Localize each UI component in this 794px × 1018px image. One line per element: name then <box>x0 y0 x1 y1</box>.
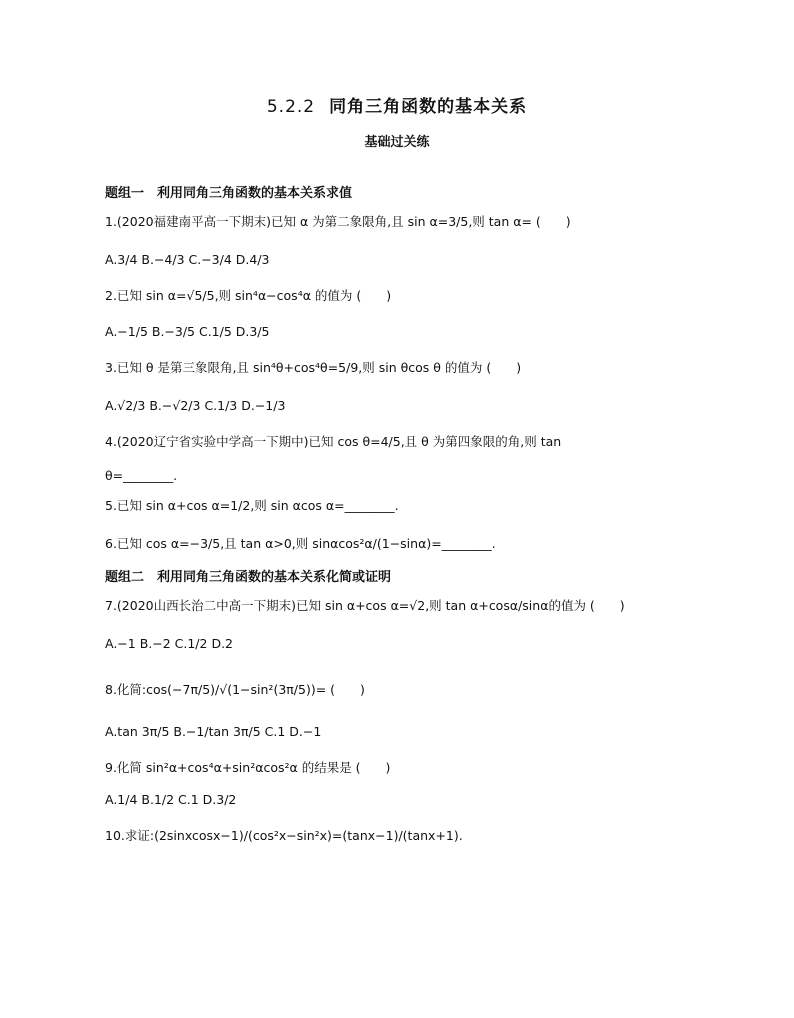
question-3-options: A.√2/3 B.−√2/3 C.1/3 D.−1/3 <box>105 398 286 413</box>
page-subtitle: 基础过关练 <box>364 135 430 150</box>
group-heading-2: 题组二 利用同角三角函数的基本关系化简或证明 <box>105 570 392 585</box>
section-title: 同角三角函数的基本关系 <box>329 97 528 117</box>
question-5: 5.已知 sin α+cos α=1/2,则 sin αcos α=________. <box>105 498 399 513</box>
page-title <box>0 92 794 117</box>
question-3: 3.已知 θ 是第三象限角,且 sin⁴θ+cos⁴θ=5/9,则 sin θcos θ 的值为 ( ) <box>105 360 522 375</box>
question-1: 1.(2020福建南平高一下期末)已知 α 为第二象限角,且 sin α=3/5,则 tan α= ( ) <box>105 214 571 229</box>
question-7: 7.(2020山西长治二中高一下期末)已知 sin α+cos α=√2,则 tan α+cosα/sinα的值为 ( ) <box>105 598 625 613</box>
group-heading-1: 题组一 利用同角三角函数的基本关系求值 <box>105 186 353 201</box>
question-7-options: A.−1 B.−2 C.1/2 D.2 <box>105 636 233 651</box>
question-10: 10.求证:(2sinxcosx−1)/(cos²x−sin²x)=(tanx−1)/(tanx+1). <box>105 828 463 843</box>
question-1-options: A.3/4 B.−4/3 C.−3/4 D.4/3 <box>105 252 270 267</box>
question-8: 8.化简:cos(−7π/5)/√(1−sin²(3π/5))= ( ) <box>105 682 365 697</box>
section-number: 5.2.2 <box>266 97 316 117</box>
question-8-options: A.tan 3π/5 B.−1/tan 3π/5 C.1 D.−1 <box>105 724 322 739</box>
question-4-line-1: 4.(2020辽宁省实验中学高一下期中)已知 cos θ=4/5,且 θ 为第四象限的角,则 tan <box>105 434 562 449</box>
question-9: 9.化简 sin²α+cos⁴α+sin²αcos²α 的结果是 ( ) <box>105 760 391 775</box>
question-2-options: A.−1/5 B.−3/5 C.1/5 D.3/5 <box>105 324 270 339</box>
question-2: 2.已知 sin α=√5/5,则 sin⁴α−cos⁴α 的值为 ( ) <box>105 288 392 303</box>
question-6: 6.已知 cos α=−3/5,且 tan α>0,则 sinαcos²α/(1−sinα)=________. <box>105 536 496 551</box>
question-9-options: A.1/4 B.1/2 C.1 D.3/2 <box>105 792 237 807</box>
question-4-line-2: θ=________. <box>105 468 178 483</box>
